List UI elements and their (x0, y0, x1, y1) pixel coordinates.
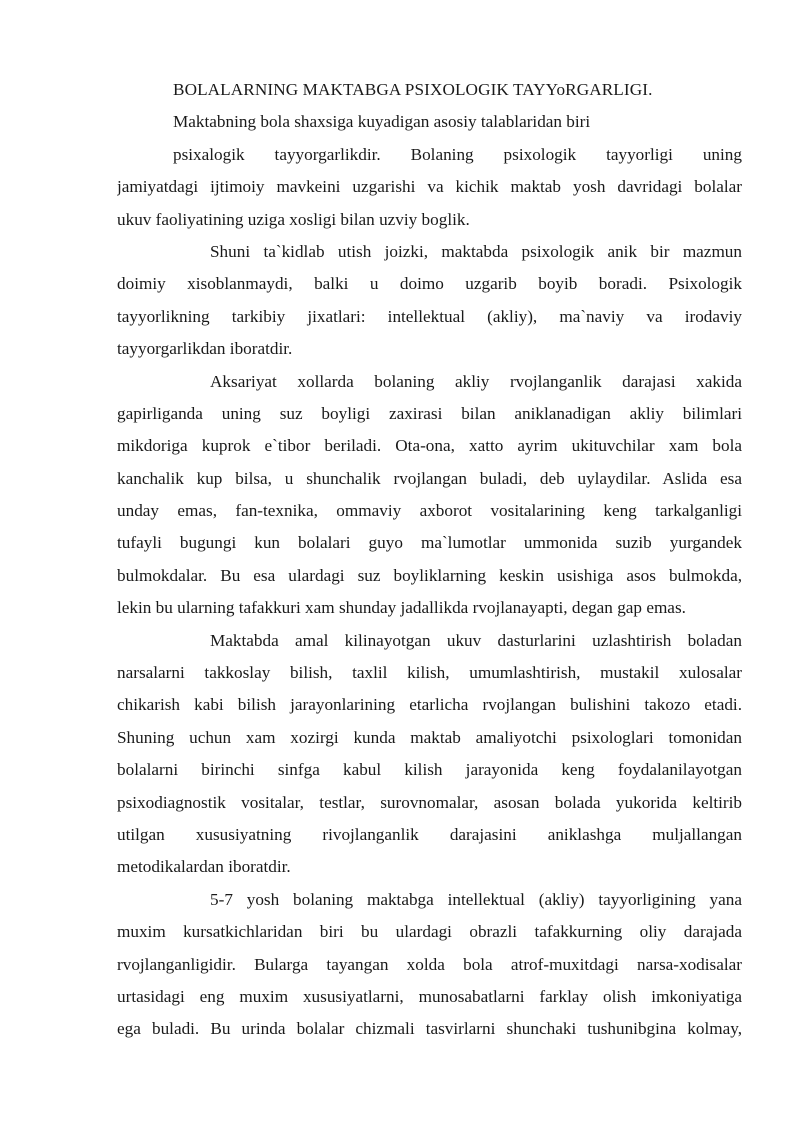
paragraph-line: bulmokdalar. Bu esa ulardagi suz boyliklarning keskin usishiga asos bulmokda, (117, 565, 742, 585)
paragraph-line: kanchalik kup bilsa, u shunchalik rvojlangan buladi, deb uylaydilar. Aslida esa (117, 468, 742, 488)
paragraph-line: narsalarni takkoslay bilish, taxlil kilish, umumlashtirish, mustakil xulosalar (117, 663, 742, 683)
paragraph-line: Shuning uchun xam xozirgi kunda maktab amaliyotchi psixologlari tomonidan (117, 727, 742, 747)
paragraph-line: Shuni ta`kidlab utish joizki, maktabda psixologik anik bir mazmun (210, 241, 742, 261)
paragraph-line: Aksariyat xollarda bolaning akliy rvojlanganlik darajasi xakida (210, 371, 742, 391)
paragraph-line: utilgan xususiyatning rivojlanganlik darajasini aniklashga muljallangan (117, 824, 742, 844)
document-subtitle: Maktabning bola shaxsiga kuyadigan asosiy talablaridan biri (173, 112, 591, 132)
paragraph-line: jamiyatdagi ijtimoiy mavkeini uzgarishi va kichik maktab yosh davridagi bolalar (117, 177, 742, 197)
paragraph-line: metodikalardan iboratdir. (117, 857, 291, 877)
paragraph-line: tufayli bugungi kun bolalari guyo ma`lumotlar ummonida suzib yurgandek (117, 533, 742, 553)
paragraph-line: ega buladi. Bu urinda bolalar chizmali tasvirlarni shunchaki tushunibgina kolmay, (117, 1019, 742, 1039)
paragraph-line: gapirliganda uning suz boyligi zaxirasi bilan aniklanadigan akliy bilimlari (117, 403, 742, 423)
paragraph-line: rvojlanganligidir. Bularga tayangan xolda bola atrof-muxitdagi narsa-xodisalar (117, 954, 742, 974)
paragraph-line: 5-7 yosh bolaning maktabga intellektual (akliy) tayyorligining yana (210, 889, 742, 909)
paragraph-line: unday emas, fan-texnika, ommaviy axborot vositalarining keng tarkalganligi (117, 501, 742, 521)
paragraph-line: tayyorlikning tarkibiy jixatlari: intellektual (akliy), ma`naviy va irodaviy (117, 306, 742, 326)
paragraph-line: psixalogik tayyorgarlikdir. Bolaning psixologik tayyorligi uning (173, 144, 742, 164)
paragraph-line: mikdoriga kuprok e`tibor beriladi. Ota-ona, xatto ayrim ukituvchilar xam bola (117, 436, 742, 456)
paragraph-line: ukuv faoliyatining uziga xosligi bilan uzviy boglik. (117, 209, 470, 229)
document-title: BOLALARNING MAKTABGA PSIXOLOGIK TAYYoRGARLIGI. (173, 80, 653, 99)
paragraph-line: urtasidagi eng muxim xususiyatlarni, munosabatlarni farklay olish imkoniyatiga (117, 986, 742, 1006)
paragraph-line: tayyorgarlikdan iboratdir. (117, 339, 293, 359)
paragraph-line: Maktabda amal kilinayotgan ukuv dasturlarini uzlashtirish boladan (210, 630, 742, 650)
paragraph-line: chikarish kabi bilish jarayonlarining etarlicha rvojlangan bulishini takozo etadi. (117, 695, 742, 715)
document-page (117, 74, 742, 1046)
paragraph-line: bolalarni birinchi sinfga kabul kilish jarayonida keng foydalanilayotgan (117, 760, 742, 780)
paragraph-line: psixodiagnostik vositalar, testlar, surovnomalar, asosan bolada yukorida keltirib (117, 792, 742, 812)
paragraph-line: muxim kursatkichlaridan biri bu ulardagi obrazli tafakkurning oliy darajada (117, 922, 742, 942)
paragraph-line: doimiy xisoblanmaydi, balki u doimo uzgarib boyib boradi. Psixologik (117, 274, 742, 294)
paragraph-line: lekin bu ularning tafakkuri xam shunday jadallikda rvojlanayapti, degan gap emas. (117, 598, 686, 618)
